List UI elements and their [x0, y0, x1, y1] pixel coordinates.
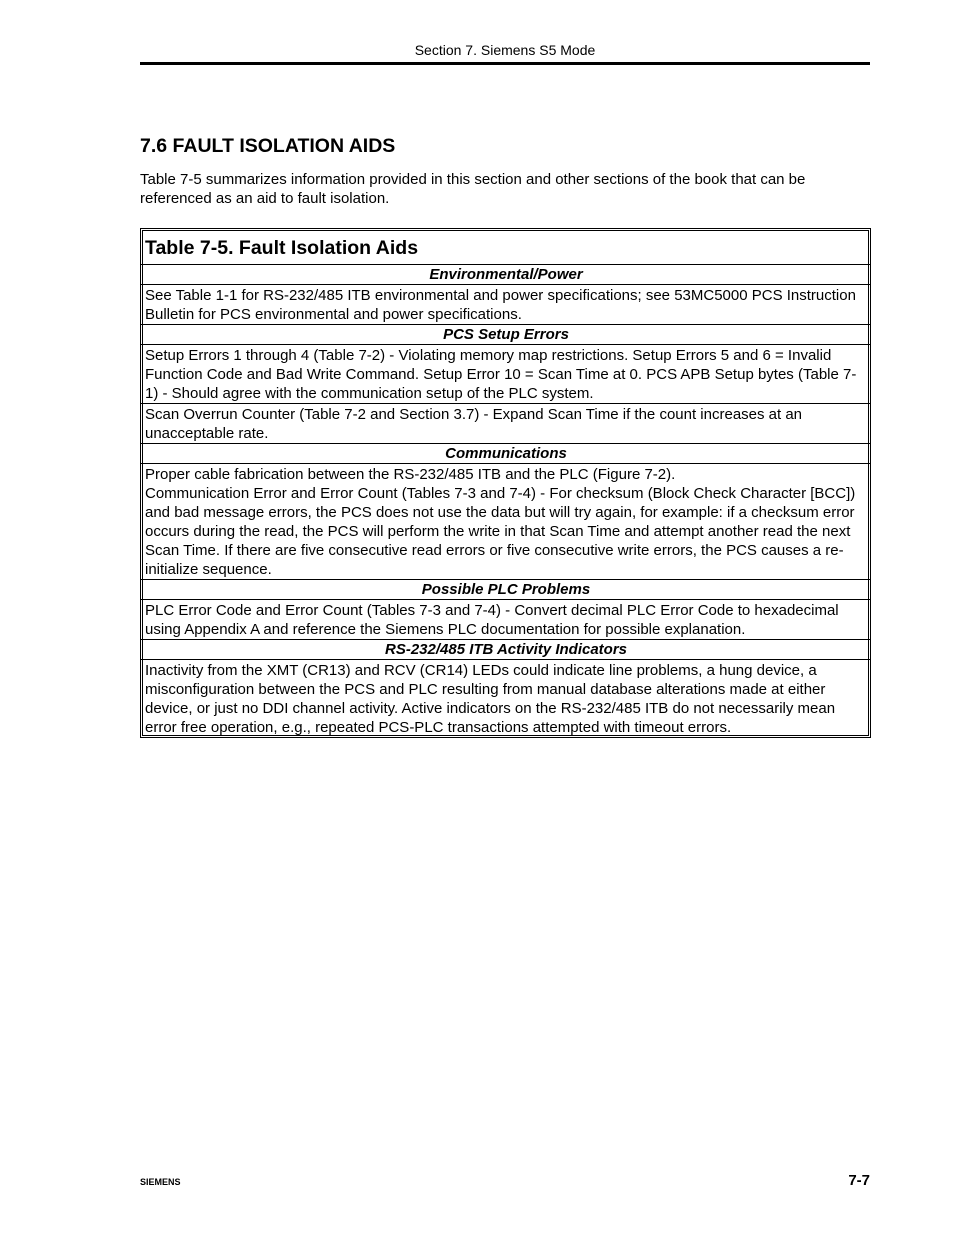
table-row: [141, 464, 871, 580]
table-row: [141, 404, 871, 444]
table-cell: See Table 1-1 for RS-232/485 ITB environmental and power specifications; see 53MC5000 PCS Instruction Bulletin for PCS environmental and power specifications.: [141, 285, 871, 325]
table-category-row: [141, 325, 871, 345]
table-cell: Scan Overrun Counter (Table 7-2 and Section 3.7) - Expand Scan Time if the count increases at an unacceptable rate.: [141, 404, 871, 444]
table-caption: Table 7-5. Fault Isolation Aids: [141, 229, 871, 265]
page-number: 7-7: [848, 1172, 870, 1189]
category-communications: Communications: [141, 444, 871, 464]
table-cell: Inactivity from the XMT (CR13) and RCV (CR14) LEDs could indicate line problems, a hung device, a misconfiguration between the PCS and PLC resulting from manual database alterations made at either device, or just no DDI channel activity. Active indicators on the RS-232/485 ITB do not necessarily mean error free operation, e.g., repeated PCS-PLC transactions attempted with timeout errors.: [141, 660, 871, 738]
table-row: [141, 600, 871, 640]
table-cell: [141, 464, 871, 580]
table-caption-row: [141, 229, 871, 265]
table-category-row: [141, 444, 871, 464]
intro-paragraph: Table 7-5 summarizes information provided in this section and other sections of the book that can be referenced as an aid to fault isolation.: [140, 171, 806, 207]
cell-line: Communication Error and Error Count (Tables 7-3 and 7-4) - For checksum (Block Check Character [BCC]) and bad message errors, the PCS does not use the data but will try again, for example: if a checksum error occurs during the read, the PCS will perform the write in that Scan Time and attempt another read the next Scan Time. If there are five consecutive read errors or five consecutive write errors, the PCS causes a re-initialize sequence.: [145, 485, 856, 578]
category-itb-activity-indicators: RS-232/485 ITB Activity Indicators: [141, 640, 871, 660]
table-row: [141, 285, 871, 325]
footer-brand: SIEMENS: [140, 1177, 181, 1187]
cell-line: Proper cable fabrication between the RS-232/485 ITB and the PLC (Figure 7-2).: [145, 466, 676, 483]
category-possible-plc-problems: Possible PLC Problems: [141, 580, 871, 600]
table-cell: Setup Errors 1 through 4 (Table 7-2) - Violating memory map restrictions. Setup Errors 5 and 6 = Invalid Function Code and Bad Write Command. Setup Error 10 = Scan Time at 0. PCS APB Setup bytes (Table 7-1) - Should agree with the communication setup of the PLC system.: [141, 345, 871, 404]
category-environmental-power: Environmental/Power: [141, 265, 871, 285]
table-row: [141, 660, 871, 738]
table-category-row: [141, 265, 871, 285]
table-category-row: [141, 580, 871, 600]
page-header: Section 7. Siemens S5 Mode: [414, 42, 596, 58]
table-cell: PLC Error Code and Error Count (Tables 7-3 and 7-4) - Convert decimal PLC Error Code to hexadecimal using Appendix A and reference the Siemens PLC documentation for possible explanation.: [141, 600, 871, 640]
category-pcs-setup-errors: PCS Setup Errors: [141, 325, 871, 345]
table-category-row: [141, 640, 871, 660]
table-row: [141, 345, 871, 404]
section-title: 7.6 FAULT ISOLATION AIDS: [140, 135, 396, 157]
fault-isolation-table: [140, 228, 871, 738]
header-rule: [140, 62, 870, 65]
